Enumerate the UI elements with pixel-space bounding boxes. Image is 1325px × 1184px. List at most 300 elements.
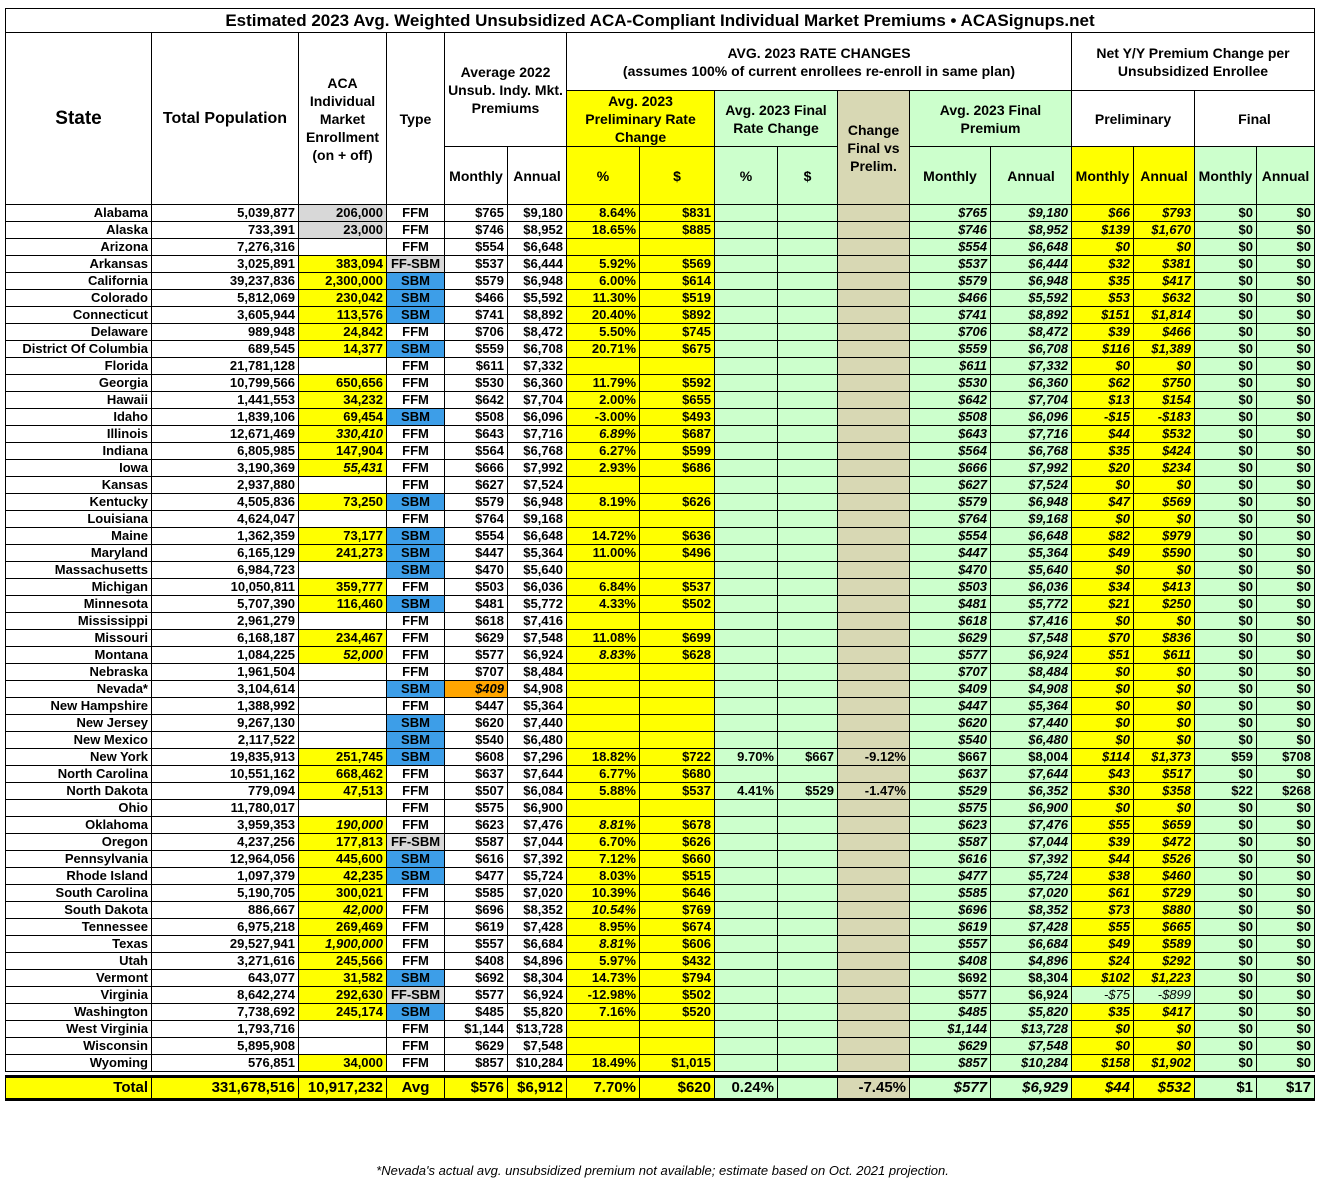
net-final-monthly-cell: $0 — [1195, 494, 1257, 511]
monthly-2022-cell: $637 — [445, 766, 508, 783]
annual-2022-cell: $6,948 — [508, 273, 567, 290]
final-pct-cell — [715, 698, 778, 715]
prelim-pct-cell: 11.00% — [567, 545, 640, 562]
enrollment-cell: 31,582 — [299, 970, 387, 987]
type-cell: SBM — [387, 307, 445, 324]
annual-2022-cell: $6,084 — [508, 783, 567, 800]
table-row — [6, 562, 1315, 579]
net-final-monthly-cell: $0 — [1195, 273, 1257, 290]
net-final-annual-cell: $0 — [1257, 1021, 1315, 1038]
net-final-annual-cell: $0 — [1257, 987, 1315, 1004]
prelim-pct-cell — [567, 800, 640, 817]
net-final-monthly-cell: $0 — [1195, 596, 1257, 613]
prelim-pct-cell: 18.82% — [567, 749, 640, 766]
net-prelim-annual-cell: $729 — [1134, 885, 1195, 902]
population-cell: 3,104,614 — [152, 681, 299, 698]
enrollment-cell — [299, 1021, 387, 1038]
header-final: Final — [1195, 91, 1315, 147]
final-pct-cell — [715, 902, 778, 919]
final-monthly-cell: $707 — [910, 664, 991, 681]
state-cell: South Carolina — [6, 885, 152, 902]
population-cell: 1,441,553 — [152, 392, 299, 409]
final-monthly-cell: $629 — [910, 1038, 991, 1055]
annual-2022-cell: $7,392 — [508, 851, 567, 868]
final-monthly-cell: $741 — [910, 307, 991, 324]
final-dollar-cell: $529 — [778, 783, 838, 800]
monthly-2022-cell: $579 — [445, 494, 508, 511]
enrollment-cell — [299, 1038, 387, 1055]
enrollment-cell — [299, 800, 387, 817]
net-final-annual-cell: $0 — [1257, 341, 1315, 358]
annual-2022-cell: $5,592 — [508, 290, 567, 307]
change-vs-cell — [838, 545, 910, 562]
prelim-pct-cell: 5.97% — [567, 953, 640, 970]
prelim-pct-cell: 7.16% — [567, 1004, 640, 1021]
header-preliminary: Preliminary — [1072, 91, 1195, 147]
net-prelim-annual-cell: $590 — [1134, 545, 1195, 562]
change-vs-cell — [838, 409, 910, 426]
table-row — [6, 1055, 1315, 1072]
final-dollar-cell — [778, 324, 838, 341]
enrollment-cell: 300,021 — [299, 885, 387, 902]
final-dollar-cell — [778, 664, 838, 681]
table-row — [6, 783, 1315, 800]
table-row — [6, 375, 1315, 392]
population-cell: 9,267,130 — [152, 715, 299, 732]
net-final-monthly-cell: $0 — [1195, 953, 1257, 970]
net-prelim-monthly-cell: $35 — [1072, 273, 1134, 290]
net-final-annual-cell: $0 — [1257, 477, 1315, 494]
prelim-dollar-cell: $537 — [640, 783, 715, 800]
net-prelim-annual-cell: $632 — [1134, 290, 1195, 307]
type-cell: FFM — [387, 1038, 445, 1055]
net-final-monthly-cell: $0 — [1195, 800, 1257, 817]
monthly-2022-cell: $530 — [445, 375, 508, 392]
state-cell: Nebraska — [6, 664, 152, 681]
monthly-2022-cell: $619 — [445, 919, 508, 936]
net-prelim-monthly-cell: $49 — [1072, 936, 1134, 953]
enrollment-cell — [299, 613, 387, 630]
state-cell: Massachusetts — [6, 562, 152, 579]
final-dollar-cell — [778, 817, 838, 834]
final-annual-cell: $6,684 — [991, 936, 1072, 953]
prelim-pct-cell: 11.79% — [567, 375, 640, 392]
net-prelim-monthly-cell: $0 — [1072, 715, 1134, 732]
prelim-dollar-cell: $432 — [640, 953, 715, 970]
final-annual-cell: $10,284 — [991, 1055, 1072, 1072]
population-cell: 779,094 — [152, 783, 299, 800]
type-cell: FFM — [387, 766, 445, 783]
table-row — [6, 1004, 1315, 1021]
net-final-annual-cell: $0 — [1257, 1004, 1315, 1021]
type-cell: SBM — [387, 715, 445, 732]
header-final-annual: Annual — [991, 147, 1072, 205]
change-vs-cell — [838, 256, 910, 273]
net-final-annual-cell: $268 — [1257, 783, 1315, 800]
final-monthly-cell: $623 — [910, 817, 991, 834]
change-vs-cell — [838, 324, 910, 341]
final-monthly-cell: $447 — [910, 698, 991, 715]
annual-2022-cell: $7,524 — [508, 477, 567, 494]
population-cell: 1,084,225 — [152, 647, 299, 664]
final-annual-cell: $8,484 — [991, 664, 1072, 681]
type-cell: FFM — [387, 817, 445, 834]
net-final-annual-cell: $0 — [1257, 1038, 1315, 1055]
net-final-monthly-cell: $0 — [1195, 664, 1257, 681]
prelim-pct-cell: 8.81% — [567, 817, 640, 834]
net-final-annual-cell: $0 — [1257, 936, 1315, 953]
annual-2022-cell: $6,684 — [508, 936, 567, 953]
net-prelim-monthly-cell: -$75 — [1072, 987, 1134, 1004]
final-monthly-cell: $508 — [910, 409, 991, 426]
annual-2022-cell: $10,284 — [508, 1055, 567, 1072]
enrollment-cell — [299, 511, 387, 528]
monthly-2022-cell: $706 — [445, 324, 508, 341]
population-cell: 1,362,359 — [152, 528, 299, 545]
change-vs-cell — [838, 375, 910, 392]
prelim-pct-cell — [567, 1038, 640, 1055]
header-prelim-pct: % — [567, 147, 640, 205]
type-cell: FFM — [387, 324, 445, 341]
total-change-vs: -7.45% — [838, 1077, 910, 1100]
final-pct-cell — [715, 1004, 778, 1021]
net-final-monthly-cell: $0 — [1195, 834, 1257, 851]
state-cell: Nevada* — [6, 681, 152, 698]
monthly-2022-cell: $611 — [445, 358, 508, 375]
net-final-monthly-cell: $22 — [1195, 783, 1257, 800]
population-cell: 10,799,566 — [152, 375, 299, 392]
monthly-2022-cell: $409 — [445, 681, 508, 698]
final-monthly-cell: $579 — [910, 273, 991, 290]
net-final-monthly-cell: $0 — [1195, 1038, 1257, 1055]
enrollment-cell: 113,576 — [299, 307, 387, 324]
population-cell: 6,805,985 — [152, 443, 299, 460]
annual-2022-cell: $7,476 — [508, 817, 567, 834]
prelim-pct-cell: 20.40% — [567, 307, 640, 324]
state-cell: Montana — [6, 647, 152, 664]
prelim-dollar-cell — [640, 664, 715, 681]
population-cell: 6,165,129 — [152, 545, 299, 562]
monthly-2022-cell: $447 — [445, 545, 508, 562]
final-monthly-cell: $537 — [910, 256, 991, 273]
state-cell: New Hampshire — [6, 698, 152, 715]
net-prelim-annual-cell: $0 — [1134, 239, 1195, 256]
change-vs-cell — [838, 239, 910, 256]
type-cell: SBM — [387, 868, 445, 885]
final-pct-cell — [715, 562, 778, 579]
monthly-2022-cell: $557 — [445, 936, 508, 953]
net-prelim-annual-cell: -$183 — [1134, 409, 1195, 426]
net-final-annual-cell: $0 — [1257, 409, 1315, 426]
prelim-pct-cell: 2.00% — [567, 392, 640, 409]
type-cell: FFM — [387, 902, 445, 919]
final-pct-cell — [715, 273, 778, 290]
prelim-dollar-cell: $626 — [640, 494, 715, 511]
net-prelim-annual-cell: $836 — [1134, 630, 1195, 647]
table-row — [6, 613, 1315, 630]
net-prelim-monthly-cell: $0 — [1072, 239, 1134, 256]
final-annual-cell: $6,924 — [991, 987, 1072, 1004]
final-annual-cell: $6,768 — [991, 443, 1072, 460]
net-prelim-annual-cell: $154 — [1134, 392, 1195, 409]
prelim-pct-cell — [567, 681, 640, 698]
prelim-dollar-cell — [640, 1021, 715, 1038]
final-dollar-cell — [778, 477, 838, 494]
table-row — [6, 868, 1315, 885]
net-final-monthly-cell: $0 — [1195, 817, 1257, 834]
final-pct-cell — [715, 596, 778, 613]
table-row — [6, 358, 1315, 375]
final-pct-cell — [715, 426, 778, 443]
change-vs-cell — [838, 1038, 910, 1055]
table-row — [6, 477, 1315, 494]
state-cell: Idaho — [6, 409, 152, 426]
change-vs-cell — [838, 511, 910, 528]
table-row — [6, 970, 1315, 987]
final-dollar-cell — [778, 715, 838, 732]
final-monthly-cell: $765 — [910, 205, 991, 222]
final-monthly-cell: $643 — [910, 426, 991, 443]
rate-changes-note: (assumes 100% of current enrollees re-enroll in same plan) — [622, 62, 1016, 79]
enrollment-cell — [299, 698, 387, 715]
prelim-dollar-cell: $628 — [640, 647, 715, 664]
net-final-monthly-cell: $0 — [1195, 936, 1257, 953]
table-row — [6, 256, 1315, 273]
change-vs-cell — [838, 460, 910, 477]
change-vs-cell: -1.47% — [838, 783, 910, 800]
table-row — [6, 800, 1315, 817]
net-prelim-annual-cell: $472 — [1134, 834, 1195, 851]
type-cell: FFM — [387, 885, 445, 902]
state-cell: Tennessee — [6, 919, 152, 936]
state-cell: Indiana — [6, 443, 152, 460]
type-cell: FFM — [387, 1055, 445, 1072]
state-cell: Missouri — [6, 630, 152, 647]
final-annual-cell: $5,820 — [991, 1004, 1072, 1021]
monthly-2022-cell: $579 — [445, 273, 508, 290]
change-vs-cell — [838, 205, 910, 222]
net-final-annual-cell: $0 — [1257, 290, 1315, 307]
final-pct-cell — [715, 953, 778, 970]
prelim-dollar-cell: $520 — [640, 1004, 715, 1021]
final-annual-cell: $6,648 — [991, 239, 1072, 256]
monthly-2022-cell: $616 — [445, 851, 508, 868]
annual-2022-cell: $7,296 — [508, 749, 567, 766]
population-cell: 1,793,716 — [152, 1021, 299, 1038]
net-final-monthly-cell: $0 — [1195, 715, 1257, 732]
final-pct-cell — [715, 443, 778, 460]
final-pct-cell — [715, 817, 778, 834]
final-monthly-cell: $696 — [910, 902, 991, 919]
type-cell: SBM — [387, 732, 445, 749]
prelim-pct-cell: 14.73% — [567, 970, 640, 987]
final-dollar-cell — [778, 1021, 838, 1038]
enrollment-cell: 245,174 — [299, 1004, 387, 1021]
prelim-dollar-cell — [640, 477, 715, 494]
net-final-annual-cell: $0 — [1257, 902, 1315, 919]
net-final-annual-cell: $0 — [1257, 528, 1315, 545]
net-final-monthly-cell: $0 — [1195, 1055, 1257, 1072]
prelim-pct-cell — [567, 732, 640, 749]
annual-2022-cell: $6,924 — [508, 647, 567, 664]
prelim-pct-cell — [567, 358, 640, 375]
prelim-pct-cell — [567, 715, 640, 732]
final-pct-cell — [715, 307, 778, 324]
type-cell: SBM — [387, 290, 445, 307]
type-cell: FFM — [387, 1021, 445, 1038]
final-monthly-cell: $530 — [910, 375, 991, 392]
enrollment-cell: 52,000 — [299, 647, 387, 664]
population-cell: 2,937,880 — [152, 477, 299, 494]
final-annual-cell: $7,524 — [991, 477, 1072, 494]
monthly-2022-cell: $447 — [445, 698, 508, 715]
final-pct-cell — [715, 647, 778, 664]
final-monthly-cell: $575 — [910, 800, 991, 817]
final-pct-cell — [715, 528, 778, 545]
monthly-2022-cell: $508 — [445, 409, 508, 426]
state-cell: Pennsylvania — [6, 851, 152, 868]
final-dollar-cell — [778, 375, 838, 392]
change-vs-cell — [838, 902, 910, 919]
final-annual-cell: $9,168 — [991, 511, 1072, 528]
final-dollar-cell — [778, 647, 838, 664]
prelim-dollar-cell — [640, 800, 715, 817]
state-cell: Colorado — [6, 290, 152, 307]
table-row — [6, 1021, 1315, 1038]
table-row — [6, 222, 1315, 239]
net-final-annual-cell: $0 — [1257, 324, 1315, 341]
total-prelim-pct: 7.70% — [567, 1077, 640, 1100]
annual-2022-cell: $8,952 — [508, 222, 567, 239]
net-final-monthly-cell: $0 — [1195, 681, 1257, 698]
enrollment-cell — [299, 239, 387, 256]
final-annual-cell: $7,548 — [991, 630, 1072, 647]
enrollment-cell: 42,000 — [299, 902, 387, 919]
type-cell: FFM — [387, 392, 445, 409]
final-annual-cell: $5,592 — [991, 290, 1072, 307]
net-final-monthly-cell: $0 — [1195, 358, 1257, 375]
annual-2022-cell: $8,484 — [508, 664, 567, 681]
final-dollar-cell — [778, 222, 838, 239]
enrollment-cell: 206,000 — [299, 205, 387, 222]
change-vs-cell — [838, 579, 910, 596]
net-prelim-annual-cell: $0 — [1134, 562, 1195, 579]
final-annual-cell: $6,648 — [991, 528, 1072, 545]
prelim-pct-cell: 5.50% — [567, 324, 640, 341]
table-row — [6, 579, 1315, 596]
net-final-monthly-cell: $0 — [1195, 545, 1257, 562]
net-prelim-monthly-cell: $0 — [1072, 613, 1134, 630]
annual-2022-cell: $6,096 — [508, 409, 567, 426]
final-annual-cell: $4,896 — [991, 953, 1072, 970]
annual-2022-cell: $9,180 — [508, 205, 567, 222]
final-annual-cell: $6,352 — [991, 783, 1072, 800]
prelim-dollar-cell: $646 — [640, 885, 715, 902]
population-cell: 8,642,274 — [152, 987, 299, 1004]
net-prelim-annual-cell: $880 — [1134, 902, 1195, 919]
annual-2022-cell: $7,704 — [508, 392, 567, 409]
prelim-pct-cell: 6.89% — [567, 426, 640, 443]
net-prelim-monthly-cell: $32 — [1072, 256, 1134, 273]
total-annual-2022: $6,912 — [508, 1077, 567, 1100]
state-cell: Wyoming — [6, 1055, 152, 1072]
monthly-2022-cell: $577 — [445, 647, 508, 664]
final-monthly-cell: $611 — [910, 358, 991, 375]
state-cell: Florida — [6, 358, 152, 375]
state-cell: Alabama — [6, 205, 152, 222]
monthly-2022-cell: $481 — [445, 596, 508, 613]
net-prelim-annual-cell: $0 — [1134, 511, 1195, 528]
monthly-2022-cell: $643 — [445, 426, 508, 443]
monthly-2022-cell: $629 — [445, 1038, 508, 1055]
net-final-monthly-cell: $0 — [1195, 341, 1257, 358]
prelim-dollar-cell — [640, 681, 715, 698]
population-cell: 19,835,913 — [152, 749, 299, 766]
final-dollar-cell — [778, 460, 838, 477]
type-cell: FFM — [387, 375, 445, 392]
monthly-2022-cell: $503 — [445, 579, 508, 596]
enrollment-cell: 73,250 — [299, 494, 387, 511]
net-prelim-annual-cell: $358 — [1134, 783, 1195, 800]
footnote: *Nevada's actual avg. unsubsidized premium not available; estimate based on Oct. 2021 projection. — [376, 1163, 949, 1178]
final-annual-cell: $6,948 — [991, 273, 1072, 290]
state-cell: North Carolina — [6, 766, 152, 783]
table-title: Estimated 2023 Avg. Weighted Unsubsidized ACA-Compliant Individual Market Premiums • ACASignups.net — [6, 9, 1315, 33]
final-annual-cell: $5,724 — [991, 868, 1072, 885]
net-final-monthly-cell: $0 — [1195, 205, 1257, 222]
enrollment-cell — [299, 732, 387, 749]
prelim-dollar-cell — [640, 358, 715, 375]
net-prelim-annual-cell: $1,223 — [1134, 970, 1195, 987]
table-row — [6, 596, 1315, 613]
prelim-dollar-cell: $592 — [640, 375, 715, 392]
final-pct-cell — [715, 1055, 778, 1072]
change-vs-cell — [838, 562, 910, 579]
monthly-2022-cell: $554 — [445, 239, 508, 256]
prelim-pct-cell — [567, 698, 640, 715]
change-vs-cell — [838, 817, 910, 834]
final-pct-cell: 4.41% — [715, 783, 778, 800]
population-cell: 7,276,316 — [152, 239, 299, 256]
enrollment-cell: 292,630 — [299, 987, 387, 1004]
change-vs-cell — [838, 885, 910, 902]
net-prelim-annual-cell: $665 — [1134, 919, 1195, 936]
population-cell: 21,781,128 — [152, 358, 299, 375]
state-cell: Rhode Island — [6, 868, 152, 885]
prelim-dollar-cell: $519 — [640, 290, 715, 307]
net-prelim-annual-cell: $0 — [1134, 715, 1195, 732]
prelim-dollar-cell: $655 — [640, 392, 715, 409]
final-monthly-cell: $477 — [910, 868, 991, 885]
enrollment-cell: 55,431 — [299, 460, 387, 477]
final-annual-cell: $8,952 — [991, 222, 1072, 239]
monthly-2022-cell: $585 — [445, 885, 508, 902]
annual-2022-cell: $7,644 — [508, 766, 567, 783]
population-cell: 5,895,908 — [152, 1038, 299, 1055]
annual-2022-cell: $6,444 — [508, 256, 567, 273]
final-annual-cell: $9,180 — [991, 205, 1072, 222]
net-final-annual-cell: $0 — [1257, 545, 1315, 562]
state-cell: Oregon — [6, 834, 152, 851]
final-annual-cell: $13,728 — [991, 1021, 1072, 1038]
type-cell: FFM — [387, 511, 445, 528]
state-cell: Utah — [6, 953, 152, 970]
net-final-monthly-cell: $0 — [1195, 630, 1257, 647]
final-dollar-cell — [778, 205, 838, 222]
prelim-dollar-cell: $686 — [640, 460, 715, 477]
final-dollar-cell — [778, 392, 838, 409]
total-final-annual: $6,929 — [991, 1077, 1072, 1100]
